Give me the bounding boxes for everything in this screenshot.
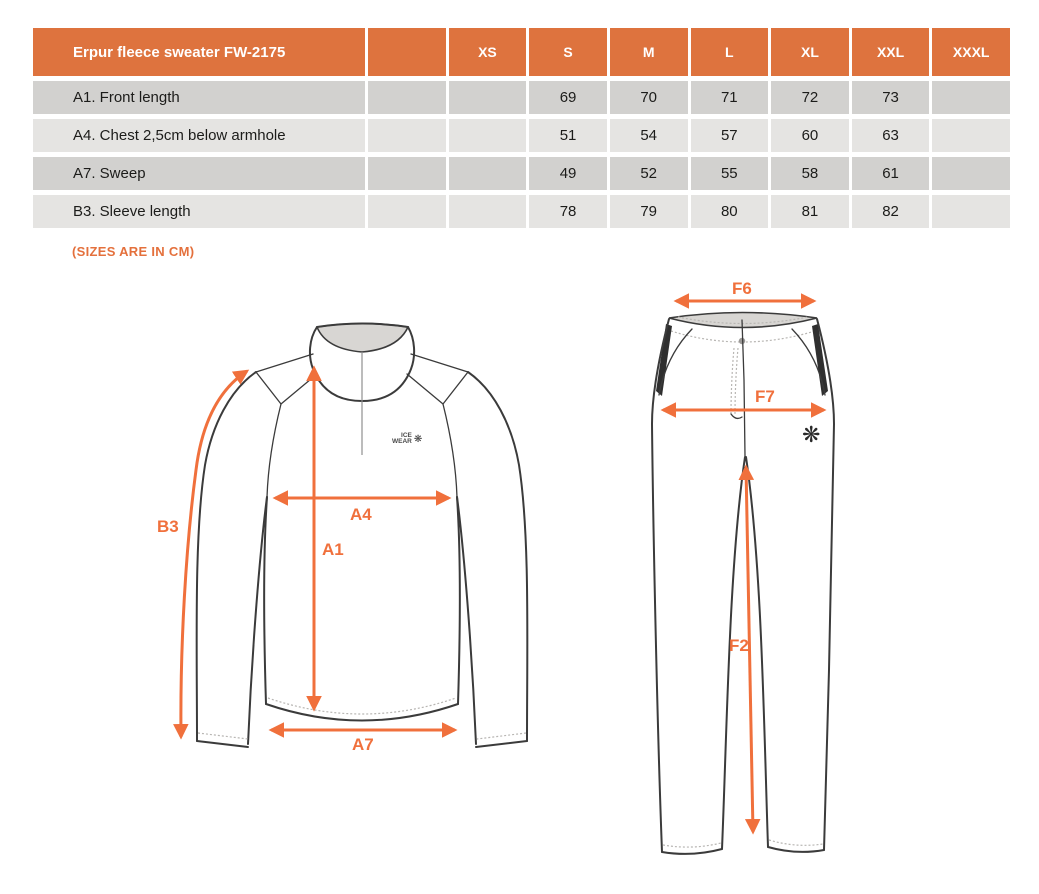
snowflake-icon: ❋ xyxy=(413,433,423,445)
size-value-cell: 58 xyxy=(771,157,849,190)
size-header-s: S xyxy=(529,28,607,76)
pants-drawing xyxy=(652,301,834,854)
b3-arrow xyxy=(181,371,247,737)
size-value-cell: 61 xyxy=(852,157,930,190)
size-value-cell: 73 xyxy=(852,81,930,114)
size-value-cell: 54 xyxy=(610,119,688,152)
sweater-arrows xyxy=(181,368,455,737)
size-header-xxl: XXL xyxy=(852,28,930,76)
row-label-cell: A1. Front length xyxy=(33,81,365,114)
label-a4: A4 xyxy=(350,505,372,524)
product-title-cell: Erpur fleece sweater FW-2175 xyxy=(33,28,365,76)
label-b3: B3 xyxy=(157,517,179,536)
size-value-cell: 69 xyxy=(529,81,607,114)
size-value-cell: 63 xyxy=(852,119,930,152)
size-value-cell: 80 xyxy=(691,195,769,228)
sizes-in-cm-note: (SIZES ARE IN CM) xyxy=(72,244,195,259)
label-f2: F2 xyxy=(729,636,749,655)
size-value-cell: 55 xyxy=(691,157,769,190)
row-label-cell: A7. Sweep xyxy=(33,157,365,190)
left-leg-outer xyxy=(652,319,669,852)
icewear-logo-line2: WEAR xyxy=(392,438,412,445)
label-a7: A7 xyxy=(352,735,374,754)
size-value-cell: 57 xyxy=(691,119,769,152)
label-f6: F6 xyxy=(732,279,752,298)
size-value-cell: 72 xyxy=(771,81,849,114)
snowflake-icon: ❋ xyxy=(802,422,821,447)
right-sleeve xyxy=(468,372,527,741)
collar-inner-fill xyxy=(317,324,408,353)
hem xyxy=(266,704,458,721)
row-label-cell: B3. Sleeve length xyxy=(33,195,365,228)
size-header-xs: XS xyxy=(449,28,527,76)
size-value-cell: 81 xyxy=(771,195,849,228)
size-value-cell: 52 xyxy=(610,157,688,190)
size-value-cell: 71 xyxy=(691,81,769,114)
icewear-logo xyxy=(392,433,422,445)
label-f7: F7 xyxy=(755,387,775,406)
size-value-cell: 51 xyxy=(529,119,607,152)
body-sides xyxy=(264,497,460,704)
size-value-cell: 78 xyxy=(529,195,607,228)
right-leg-outer xyxy=(817,319,834,850)
size-value-cell: 82 xyxy=(852,195,930,228)
row-label-cell: A4. Chest 2,5cm below armhole xyxy=(33,119,365,152)
size-value-cell: 49 xyxy=(529,157,607,190)
size-header-l: L xyxy=(691,28,769,76)
label-a1: A1 xyxy=(322,540,344,559)
size-header-m: M xyxy=(610,28,688,76)
icewear-logo-line1: ICE xyxy=(401,432,412,439)
size-header-xl: XL xyxy=(771,28,849,76)
size-value-cell: 70 xyxy=(610,81,688,114)
size-header-xxxl: XXXL xyxy=(932,28,1010,76)
size-value-cell: 60 xyxy=(771,119,849,152)
size-value-cell: 79 xyxy=(610,195,688,228)
sweater-drawing xyxy=(181,324,527,748)
